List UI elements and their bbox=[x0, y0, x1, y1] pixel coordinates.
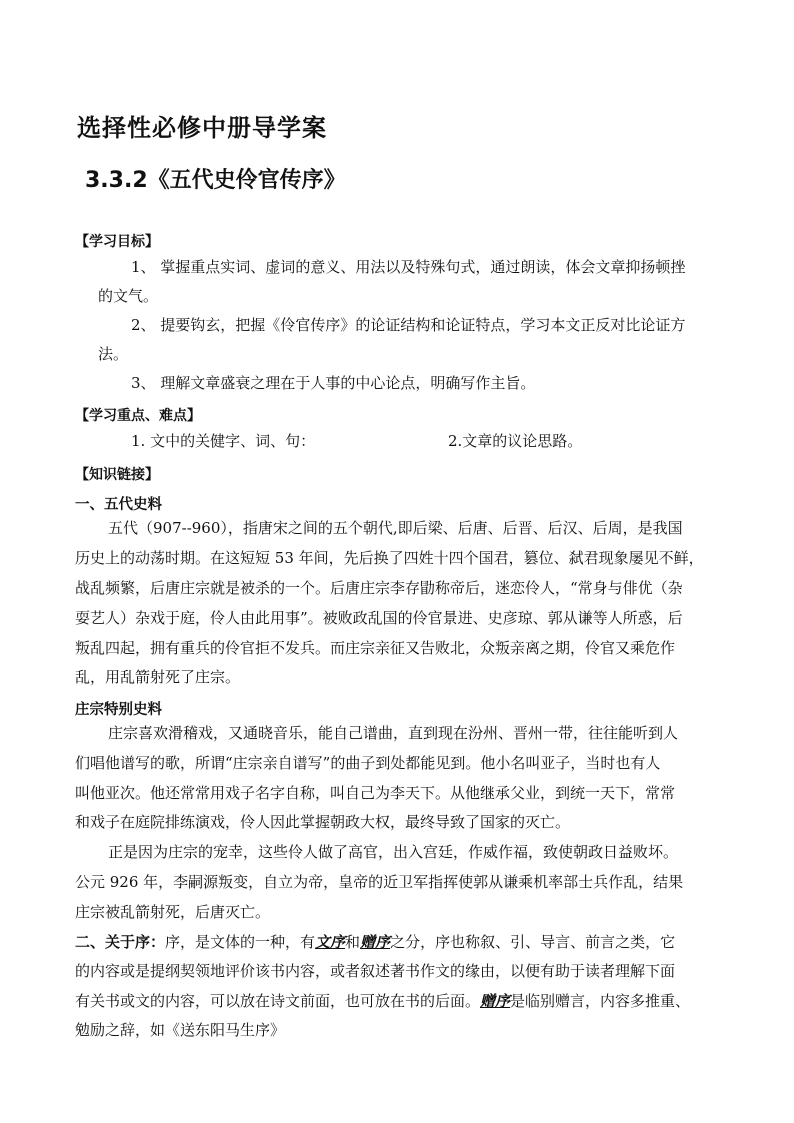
para2-line-2: 们唱他谱写的歌，所谓“庄宗亲自谱写”的曲子到处都能见到。他小名叫亚子，当时也有人 bbox=[75, 754, 661, 772]
objective-3: 3、 理解文章盛衰之理在于人事的中心论点，明确写作主旨。 bbox=[131, 374, 536, 392]
objective-2-line-1: 2、 提要钩玄，把握《伶官传序》的论证结构和论证特点，学习本文正反对比论证方 bbox=[131, 316, 686, 334]
objectives-heading: 【学习目标】 bbox=[75, 234, 159, 250]
section-1-title: 一、五代史料 bbox=[75, 497, 162, 513]
section-3-line-3 bbox=[75, 994, 690, 1009]
knowledge-heading: 【知识链接】 bbox=[75, 467, 159, 483]
para1-line-1: 五代（907--960），指唐宋之间的五个朝代,即后梁、后唐、后晋、后汉、后周，是我国 bbox=[108, 519, 683, 537]
term-wenxu: 文序 bbox=[315, 933, 346, 951]
para3-line-3: 庄宗被乱箭射死，后唐灭亡。 bbox=[75, 903, 271, 921]
objective-1-line-1: 1、 掌握重点实词、虚词的意义、用法以及特殊句式，通过朗读，体会文章抑扬顿挫 bbox=[131, 258, 686, 276]
section-3-line-2: 的内容或是提纲契领地评价该书内容，或者叙述著书作文的缘由，以便有助于读者理解下面 bbox=[75, 962, 676, 980]
para3-line-1: 正是因为庄宗的宠幸，这些伶人做了高官，出入宫廷，作威作福，致使朝政日益败坏。 bbox=[108, 843, 679, 861]
para1-line-4: 耍艺人）杂戏于庭，伶人由此用事”。被败政乱国的伶官景进、史彦琼、郭从谦等人所惑，后 bbox=[75, 609, 683, 627]
para2-line-3: 叫他亚次。他还常常用戏子名字自称，叫自己为李天下。从他继承父业，到统一天下，常常 bbox=[75, 784, 676, 802]
objective-2-line-2: 法。 bbox=[98, 345, 129, 363]
section-3-text: 是临别赠言，内容多推重、 bbox=[510, 992, 691, 1010]
lesson-title: 3.3.2《五代史伶官传序》 bbox=[85, 168, 346, 193]
section-3-text: 序，是文体的一种，有 bbox=[165, 933, 316, 951]
keypoints-heading: 【学习重点、难点】 bbox=[75, 408, 201, 424]
page-title: 选择性必修中册导学案 bbox=[77, 114, 327, 142]
section-3-line-1 bbox=[75, 935, 675, 950]
para1-line-6: 乱，用乱箭射死了庄宗。 bbox=[75, 668, 241, 686]
section-3-text: 和 bbox=[345, 933, 361, 951]
section-3-text: 有关书或文的内容，可以放在诗文前面，也可放在书的后面。 bbox=[75, 992, 481, 1010]
keypoint-2: 2.文章的议论思路。 bbox=[448, 432, 583, 450]
term-zengxu: 赠序 bbox=[360, 933, 391, 951]
para2-line-1: 庄宗喜欢滑稽戏，又通晓音乐，能自己谱曲，直到现在汾州、晋州一带，往往能听到人 bbox=[108, 724, 679, 742]
para2-line-4: 和戏子在庭院排练演戏，伶人因此掌握朝政大权，最终导致了国家的灭亡。 bbox=[75, 813, 571, 831]
term-zengxu-2: 赠序 bbox=[480, 992, 511, 1010]
section-3-line-4: 勉励之辞，如《送东阳马生序》 bbox=[75, 1021, 286, 1039]
para1-line-3: 战乱频繁，后唐庄宗就是被杀的一个。后唐庄宗李存勖称帝后，迷恋伶人，“常身与俳优（杂 bbox=[75, 579, 683, 597]
section-3-text: 之分，序也称叙、引、导言、前言之类，它 bbox=[390, 933, 676, 951]
objective-1-line-2: 的文气。 bbox=[98, 287, 159, 305]
keypoint-1: 1. 文中的关健字、词、句： bbox=[131, 432, 316, 450]
para1-line-5: 叛乱四起，拥有重兵的伶官拒不发兵。而庄宗亲征又告败北，众叛亲离之期，伶官又乘危作 bbox=[75, 639, 676, 657]
para1-line-2: 历史上的动荡时期。在这短短 53 年间，先后换了四姓十四个国君，篡位、弑君现象屡见不鲜， bbox=[75, 549, 704, 567]
para3-line-2: 公元 926 年，李嗣源叛变，自立为帝，皇帝的近卫军指挥使郭从谦乘机率部士兵作乱，结果 bbox=[75, 873, 684, 891]
section-2-title: 庄宗特别史料 bbox=[75, 702, 162, 718]
section-3-title: 二、关于序： bbox=[75, 933, 166, 951]
